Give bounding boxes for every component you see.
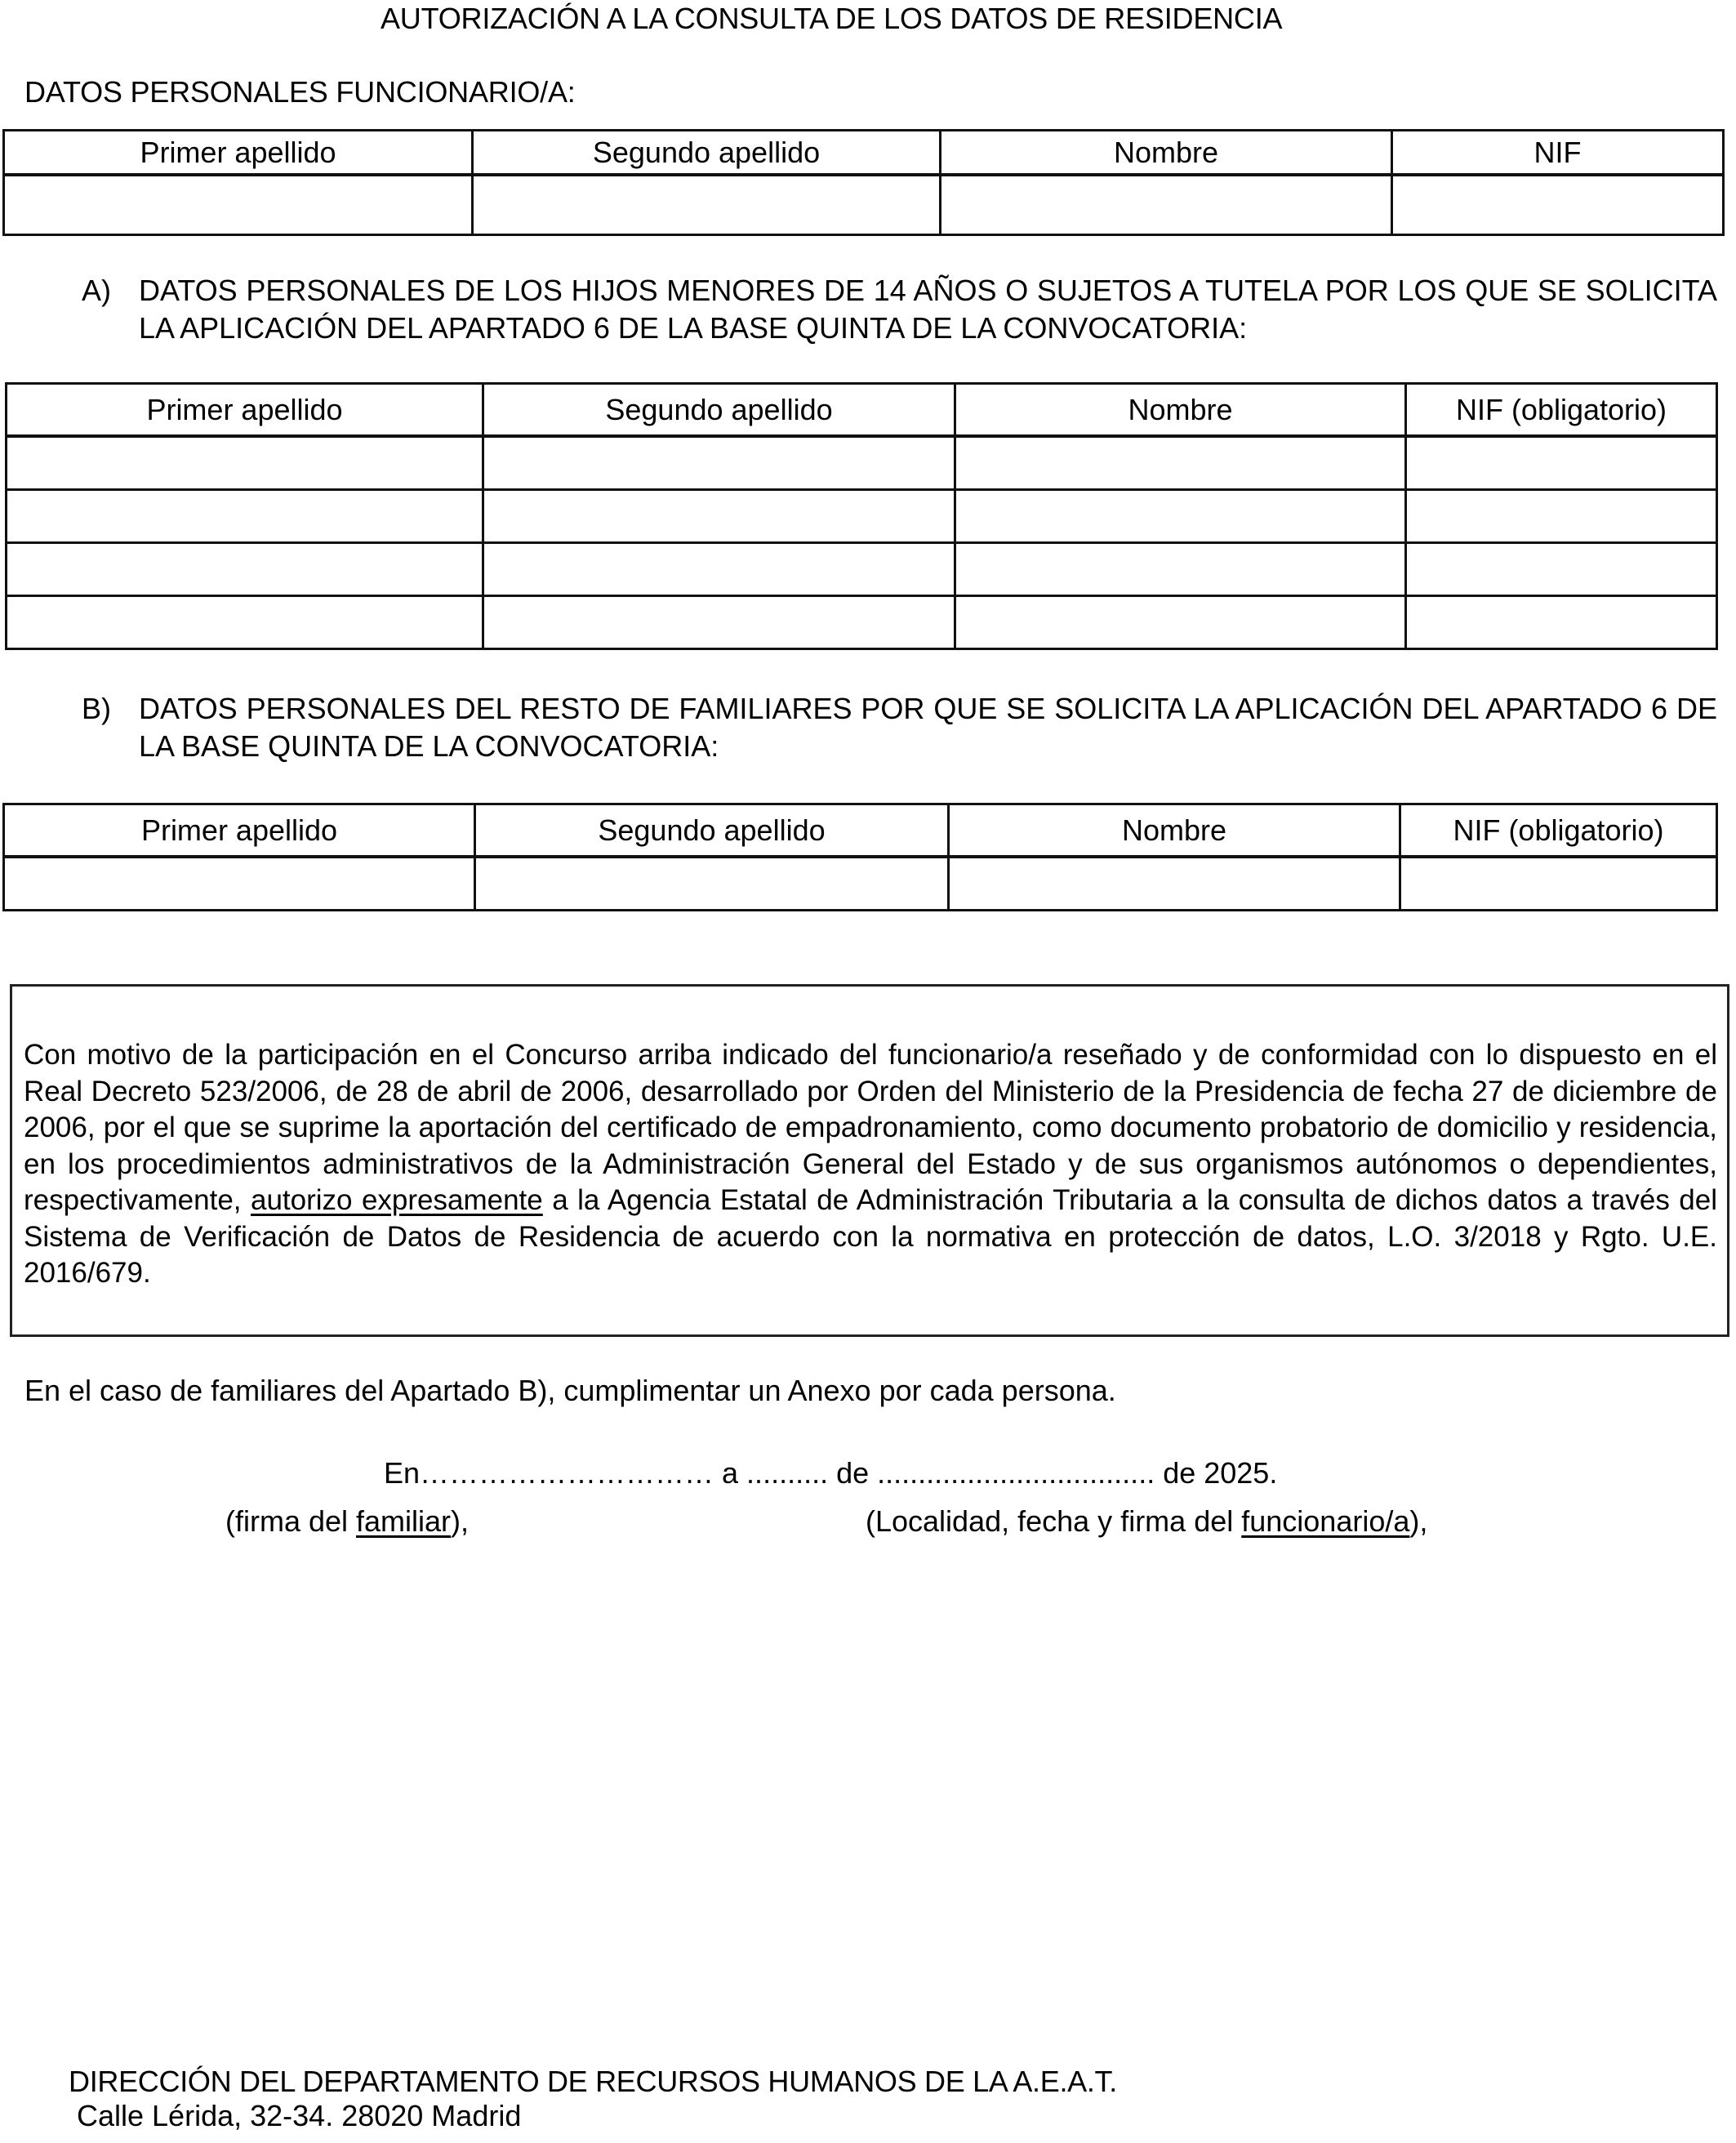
segundo-apellido-field[interactable] [475, 857, 949, 911]
nombre-field[interactable] [955, 436, 1406, 490]
table-row [7, 490, 1717, 543]
nif-field[interactable] [1392, 175, 1724, 235]
table-header-row [7, 384, 1717, 437]
signature-familiar-label [225, 1504, 470, 1538]
column-header-primer-apellido: Primer apellido [4, 804, 475, 858]
primer-apellido-field[interactable] [7, 436, 483, 490]
column-header-segundo-apellido: Segundo apellido [483, 384, 955, 437]
table-row [4, 175, 1724, 235]
table-row [7, 596, 1717, 649]
signature-familiar-prefix: (firma del [225, 1504, 357, 1538]
consent-text-before: Con motivo de la participación en el Concurso arriba indicado del funcionario/a reseñado y de conformidad con lo dispuesto en el Real Decreto 523/2006, de 28 de abril de 2006, desarrollado por Orden del Ministerio de la Presidencia de fecha 27 de diciembre de 2006, por el que se suprime la aportación del certificado de empadronamiento, como documento probatorio de domicilio y residencia, en los procedimientos administrativos de la Administración General del Estado y de sus organismos autónomos o dependientes, respectivamente, [24, 1039, 1717, 1216]
column-header-nif: NIF (obligatorio) [1400, 804, 1717, 858]
table-header-row [4, 804, 1717, 858]
nif-field[interactable] [1400, 857, 1717, 911]
segundo-apellido-field[interactable] [473, 175, 941, 235]
table-row [7, 436, 1717, 490]
segundo-apellido-field[interactable] [483, 490, 955, 543]
column-header-segundo-apellido: Segundo apellido [475, 804, 949, 858]
nombre-field[interactable] [955, 490, 1406, 543]
column-header-nif: NIF [1392, 131, 1724, 176]
section-a-letter: A) [82, 274, 111, 307]
funcionario-section-label: DATOS PERSONALES FUNCIONARIO/A: [24, 75, 576, 109]
nif-field[interactable] [1406, 543, 1717, 596]
column-header-nombre: Nombre [941, 131, 1392, 176]
primer-apellido-field[interactable] [7, 543, 483, 596]
place-date-line[interactable]: En………………………… a .......... de .................................. de 2025. [384, 1456, 1278, 1490]
column-header-nif: NIF (obligatorio) [1406, 384, 1717, 437]
column-header-nombre: Nombre [955, 384, 1406, 437]
section-b-text: DATOS PERSONALES DEL RESTO DE FAMILIARES POR QUE SE SOLICITA LA APLICACIÓN DEL APARTADO 6 DE LA BASE QUINTA DE LA CONVOCATORIA: [139, 692, 1717, 763]
table-header-row [4, 131, 1724, 176]
segundo-apellido-field[interactable] [483, 596, 955, 649]
signature-funcionario-underlined: funcionario/a [1241, 1504, 1410, 1538]
consent-box [10, 984, 1729, 1337]
primer-apellido-field[interactable] [4, 857, 475, 911]
column-header-segundo-apellido: Segundo apellido [473, 131, 941, 176]
signature-funcionario-prefix: (Localidad, fecha y firma del [866, 1504, 1242, 1538]
consent-authorization-phrase: autorizo expresamente [250, 1184, 543, 1216]
section-b-letter: B) [82, 692, 111, 725]
table-row [7, 543, 1717, 596]
document-title: AUTORIZACIÓN A LA CONSULTA DE LOS DATOS DE RESIDENCIA [381, 2, 1283, 35]
nombre-field[interactable] [955, 543, 1406, 596]
footer-department: DIRECCIÓN DEL DEPARTAMENTO DE RECURSOS HUMANOS DE LA A.E.A.T. [69, 2065, 1117, 2098]
section-a-text: DATOS PERSONALES DE LOS HIJOS MENORES DE 14 AÑOS O SUJETOS A TUTELA POR LOS QUE SE SOLICITA LA APLICACIÓN DEL APARTADO 6 DE LA BASE QUINTA DE LA CONVOCATORIA: [139, 274, 1717, 345]
signature-familiar-suffix: ), [451, 1504, 470, 1538]
column-header-primer-apellido: Primer apellido [7, 384, 483, 437]
anexo-note: En el caso de familiares del Apartado B), cumplimentar un Anexo por cada persona. [24, 1374, 1116, 1407]
primer-apellido-field[interactable] [4, 175, 473, 235]
column-header-primer-apellido: Primer apellido [4, 131, 473, 176]
nif-field[interactable] [1406, 436, 1717, 490]
otros-familiares-table [2, 803, 1718, 911]
segundo-apellido-field[interactable] [483, 436, 955, 490]
primer-apellido-field[interactable] [7, 596, 483, 649]
signature-familiar-underlined: familiar [356, 1504, 452, 1538]
funcionario-table [2, 129, 1725, 236]
signature-funcionario-label [866, 1504, 1428, 1538]
column-header-nombre: Nombre [949, 804, 1400, 858]
consent-text-after: a la Agencia Estatal de Administración Tributaria a la consulta de dichos datos a través del Sistema de Verificación de Datos de Residencia de acuerdo con la normativa en protección de datos, L.O. 3/2018 y Rgto. U.E. 2016/679. [24, 1184, 1717, 1289]
consent-paragraph [24, 1037, 1717, 1292]
segundo-apellido-field[interactable] [483, 543, 955, 596]
nombre-field[interactable] [949, 857, 1400, 911]
nif-field[interactable] [1406, 490, 1717, 543]
table-row [4, 857, 1717, 911]
nif-field[interactable] [1406, 596, 1717, 649]
primer-apellido-field[interactable] [7, 490, 483, 543]
nombre-field[interactable] [955, 596, 1406, 649]
hijos-table [5, 382, 1718, 650]
nombre-field[interactable] [941, 175, 1392, 235]
signature-funcionario-suffix: ), [1409, 1504, 1428, 1538]
footer-address: Calle Lérida, 32-34. 28020 Madrid [77, 2099, 522, 2132]
